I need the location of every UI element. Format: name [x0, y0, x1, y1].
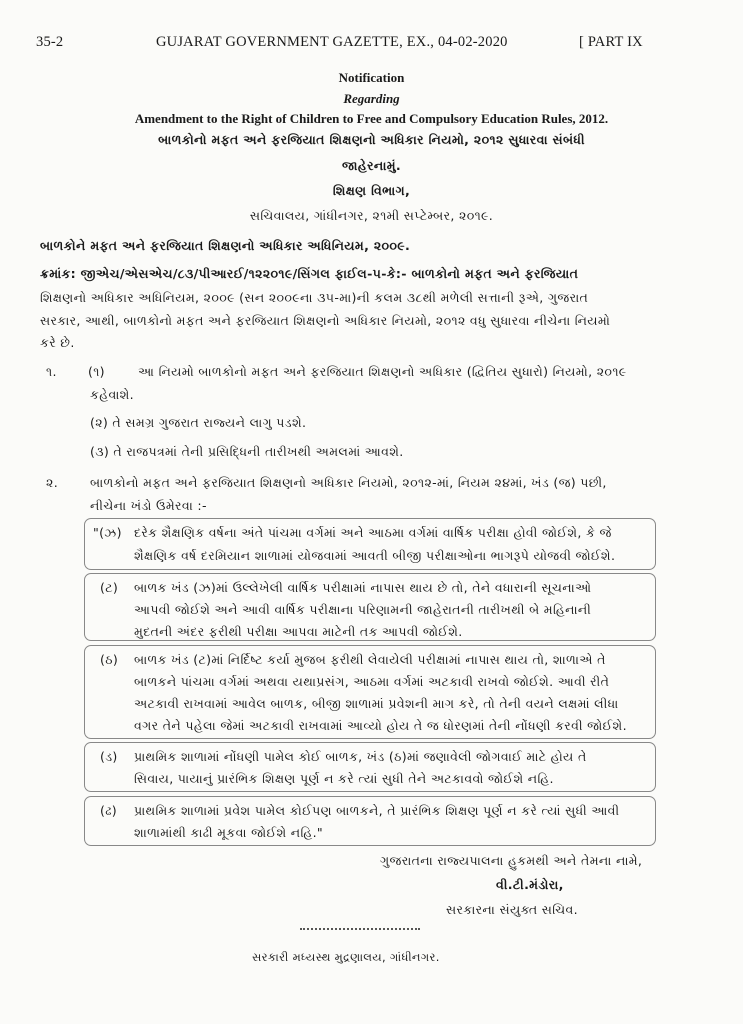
clause-dha-number: (ઢ)	[100, 803, 117, 818]
clause-ta-line-2: આપવી જોઈશે અને આવી વાર્ષિક પરીક્ષાના પરિણામની જાહેરાતની તારીખથી બે મહિનાની	[134, 602, 592, 617]
place-date: સચિવાલય, ગાંધીનગર, ૨૧મી સપ્ટેમ્બર, ૨૦૧૯.	[249, 208, 494, 223]
department-name: શિક્ષણ વિભાગ,	[332, 183, 411, 198]
clause-ta-line-1: બાળક ખંડ (ઝ)માં ઉલ્લેખેલી વાર્ષિક પરીક્ષામાં નાપાસ થાય છે તો, તેને વધારાની સૂચનાઓ	[134, 580, 592, 595]
preamble-line-2: શિક્ષણનો અધિકાર અધિનિયમ, ૨૦૦૯ (સન ૨૦૦૯ના ૩૫-મા)ની કલમ ૩૮થી મળેલી સત્તાની રૂએ, ગુજરાત	[40, 290, 589, 305]
clause-da-line-1: પ્રાથમિક શાળામાં નોંધણી પામેલ કોઈ બાળક, ખંડ (ઠ)માં જણાવેલી જોગવાઈ માટે હોય તે	[134, 749, 587, 764]
notification-heading: Notification	[338, 70, 405, 85]
clause-dha-line-2: શાળામાંથી કાઢી મૂકવા જોઈશે નહિ."	[134, 825, 323, 840]
rule-2-number: ૨.	[46, 475, 58, 490]
rule-1-sub-3: (૩) તે રાજપત્રમાં તેની પ્રસિદ્ધિની તારીખથી અમલમાં આવશે.	[90, 444, 404, 459]
signoff-order: ગુજરાતના રાજ્યપાલના હુકમથી અને તેમના નામે,	[380, 853, 643, 868]
clause-tha-line-1: બાળક ખંડ (ટ)માં નિર્દિષ્ટ કર્યા મુજબ ફરીથી લેવાયેલી પરીક્ષામાં નાપાસ થાય તો, શાળાએ તે	[134, 652, 606, 667]
rule-2-line-1: બાળકોનો મફત અને ફરજિયાત શિક્ષણનો અધિકાર નિયમો, ૨૦૧૨-માં, નિયમ ૨૪માં, ખંડ (જ) પછી,	[90, 475, 607, 490]
page-number: 35-2	[36, 34, 64, 50]
rule-1-number: ૧.	[46, 364, 57, 379]
clause-jha-number: "(ઝ)	[93, 525, 122, 540]
clause-tha-line-3: અટકાવી રાખવામાં આવેલ બાળક, બીજી શાળામાં પ્રવેશની માગ કરે, તો તેની વયને લક્ષમાં લીધા	[134, 696, 619, 711]
preamble-line-4: કરે છે.	[40, 335, 75, 350]
clause-da-number: (ડ)	[100, 749, 118, 764]
signatory-designation: સરકારના સંયુક્ત સચિવ.	[446, 902, 578, 917]
amendment-title-gu-line2: જાહેરનામું.	[342, 158, 401, 173]
footer-divider	[300, 928, 420, 930]
part-label: [ PART IX	[579, 34, 643, 50]
rule-2-line-2: નીચેના ખંડો ઉમેરવા :-	[90, 498, 207, 513]
regarding-heading: Regarding	[343, 91, 400, 106]
gazette-title: GUJARAT GOVERNMENT GAZETTE, EX., 04-02-2020	[156, 34, 508, 50]
rule-1-sub-1-line-1: આ નિયમો બાળકોનો મફત અને ફરજિયાત શિક્ષણનો અધિકાર (દ્વિતિય સુધારો) નિયમો, ૨૦૧૯	[138, 364, 627, 379]
clause-jha-line-1: દરેક શૈક્ષણિક વર્ષના અંતે પાંચમા વર્ગમાં અને આઠમા વર્ગમાં વાર્ષિક પરીક્ષા હોવી જોઈશે, કે જે	[134, 525, 612, 540]
clause-ta-line-3: મુદતની અંદર ફરીથી પરીક્ષા આપવા માટેની તક આપવી જોઈશે.	[134, 624, 463, 639]
rule-1-sub-2: (૨) તે સમગ્ર ગુજરાત રાજ્યને લાગુ પડશે.	[90, 415, 307, 430]
preamble-line-1: ક્રમાંક: જીએચ/એસએચ/૮૩/પીઆરઈ/૧૨૨૦૧૯/સિંગલ ફાઈલ-૫-કે:- બાળકોનો મફત અને ફરજિયાત	[40, 266, 579, 281]
clause-ta-number: (ટ)	[100, 580, 119, 595]
preamble-line-3: સરકાર, આથી, બાળકોનો મફત અને ફરજિયાત શિક્ષણનો અધિકાર નિયમો, ૨૦૧૨ વધુ સુધારવા નીચેના નિયમો	[40, 313, 611, 328]
signatory-name: વી.ટી.મંડોરા,	[496, 877, 564, 892]
amendment-title-gu-line1: બાળકોનો મફત અને ફરજિયાત શિક્ષણનો અધિકાર નિયમો, ૨૦૧૨ સુધારવા સંબંધી	[158, 132, 585, 147]
amendment-title-en: Amendment to the Right of Children to Free and Compulsory Education Rules, 2012.	[134, 111, 609, 126]
clause-tha-line-4: વગર તેને પહેલા જેમાં અટકાવી રાખવામાં આવ્યો હોય તે જ ધોરણમાં તેની નોંધણી કરવી જોઈશે.	[134, 718, 627, 733]
clause-dha-line-1: પ્રાથમિક શાળામાં પ્રવેશ પામેલ કોઈપણ બાળકને, તે પ્રારંભિક શિક્ષણ પૂર્ણ ન કરે ત્યાં સુધી આવી	[134, 803, 620, 818]
clause-tha-number: (ઠ)	[100, 652, 119, 667]
printer-footer: સરકારી મધ્યસ્થ મુદ્રણાલય, ગાંધીનગર.	[252, 950, 440, 964]
clause-da-line-2: સિવાય, પાયાનું પ્રારંભિક શિક્ષણ પૂર્ણ ન કરે ત્યાં સુધી તેને અટકાવવો જોઈશે નહિ.	[134, 771, 554, 786]
rule-1-sub-1-number: (૧)	[88, 364, 105, 379]
clause-jha-line-2: શૈક્ષણિક વર્ષ દરમિયાન શાળામાં યોજવામાં આવતી બીજી પરીક્ષાઓના ભાગરૂપે યોજવી જોઈશે.	[134, 548, 616, 563]
rule-1-sub-1-line-2: કહેવાશે.	[90, 387, 134, 402]
clause-tha-line-2: બાળકને પાંચમા વર્ગમાં અથવા યથાપ્રસંગ, આઠમા વર્ગમાં અટકાવી રાખવો જોઈશે. આવી રીતે	[134, 674, 610, 689]
act-title: બાળકોને મફત અને ફરજિયાત શિક્ષણનો અધિકાર અધિનિયમ, ૨૦૦૯.	[40, 238, 411, 253]
